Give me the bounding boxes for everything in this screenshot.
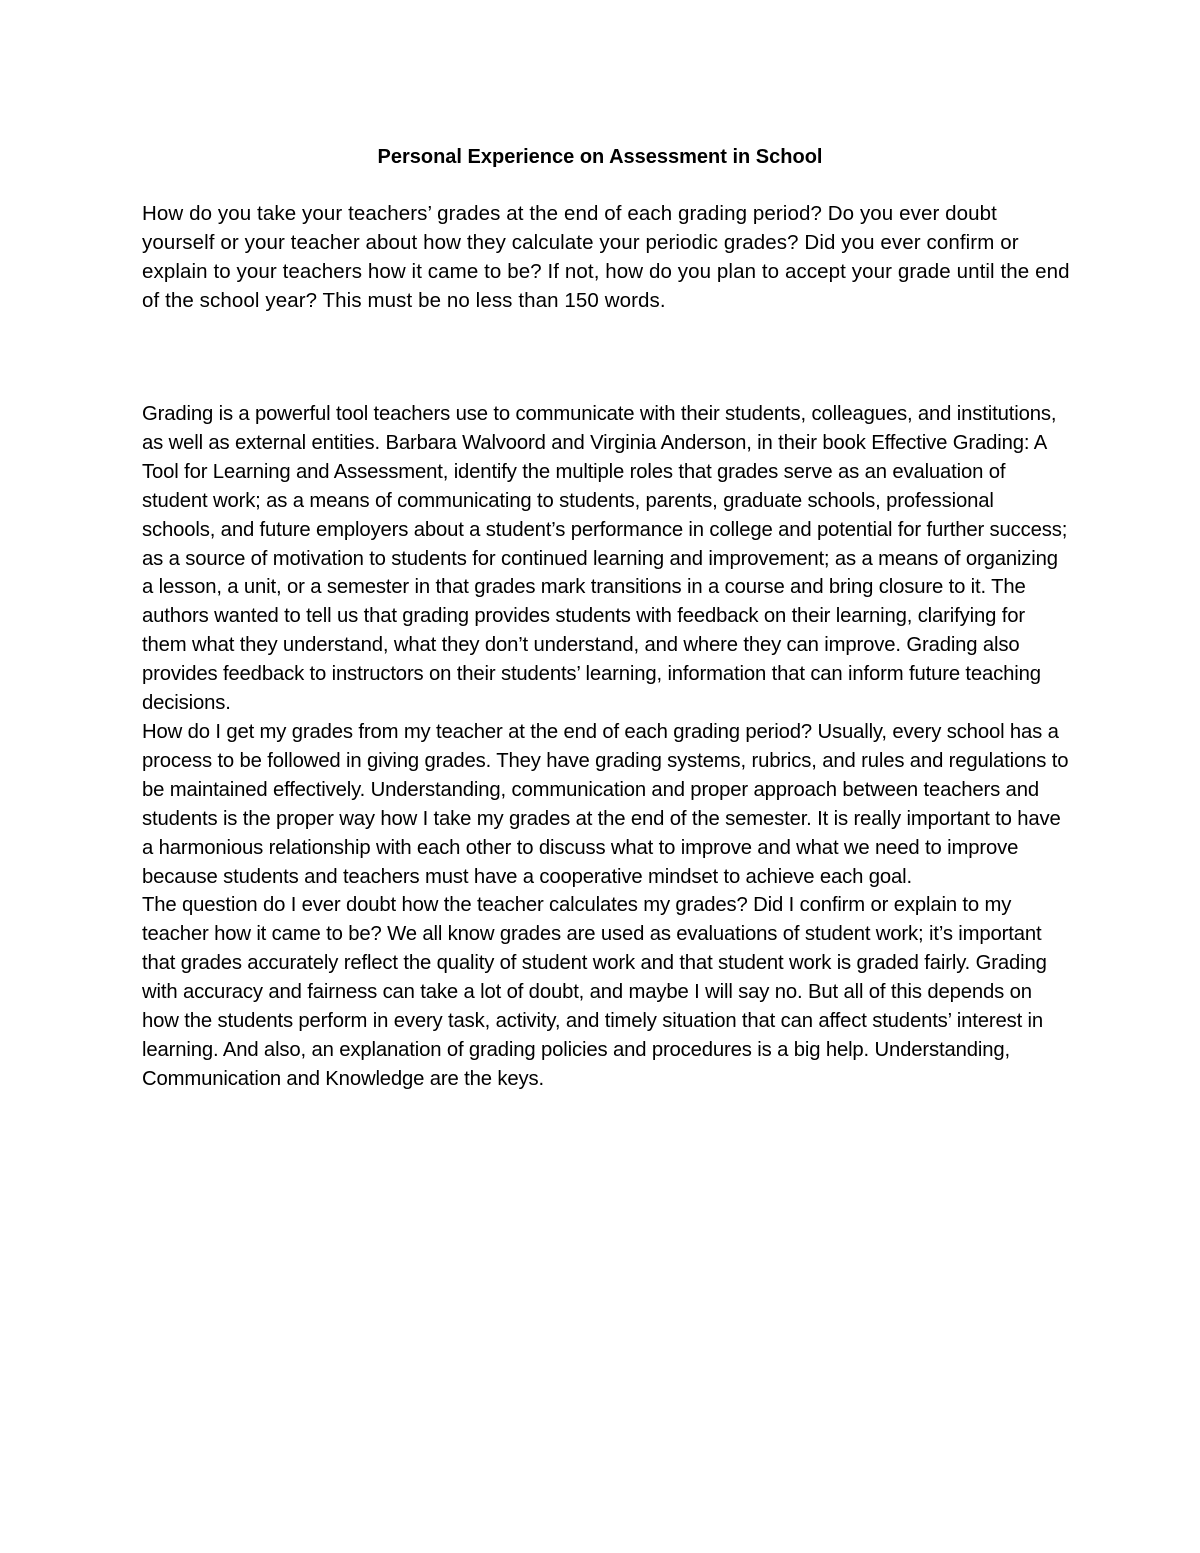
document-title: Personal Experience on Assessment in School [377,146,823,168]
essay-paragraph-1: Grading is a powerful tool teachers use to communicate with their students, colleagues, and institutions, as well as external entities. Barbara Walvoord and Virginia Anderson, in their book Effective Grading: A Tool for Learning and Assessment, identify the multiple roles that grades serve as an evaluation of student work; as a means of communicating to students, parents, graduate schools, professional schools, and future employers about a student’s performance in college and potential for further success; as a source of motivation to students for continued learning and improvement; as a means of organizing a lesson, a unit, or a semester in that grades mark transitions in a course and bring closure to it. The authors wanted to tell us that grading provides students with feedback on their learning, clarifying for them what they understand, what they don’t understand, and where they can improve. Grading also provides feedback to instructors on their students’ learning, information that can inform future teaching decisions. [142,403,1068,715]
essay-paragraph-3: The question do I ever doubt how the teacher calculates my grades? Did I confirm or explain to my teacher how it came to be? We all know grades are used as evaluations of student work; it’s important that grades accurately reflect the quality of student work and that student work is graded fairly. Grading with accuracy and fairness can take a lot of doubt, and maybe I will say no. But all of this depends on how the students perform in every task, activity, and timely situation that can affect students’ interest in learning. And also, an explanation of grading policies and procedures is a big help. Understanding, Communication and Knowledge are the keys. [142,894,1047,1090]
essay-body [142,400,1072,1094]
assignment-prompt: How do you take your teachers’ grades at the end of each grading period? Do you ever doubt yourself or your teacher about how they calculate your periodic grades? Did you ever confirm or explain to your teachers how it came to be? If not, how do you plan to accept your grade until the end of the school year? This must be no less than 150 words. [142,202,1070,312]
essay-paragraph-2: How do I get my grades from my teacher at the end of each grading period? Usually, every school has a process to be followed in giving grades. They have grading systems, rubrics, and rules and regulations to be maintained effectively. Understanding, communication and proper approach between teachers and students is the proper way how I take my grades at the end of the semester. It is really important to have a harmonious relationship with each other to discuss what to improve and what we need to improve because students and teachers must have a cooperative mindset to achieve each goal. [142,720,1069,888]
